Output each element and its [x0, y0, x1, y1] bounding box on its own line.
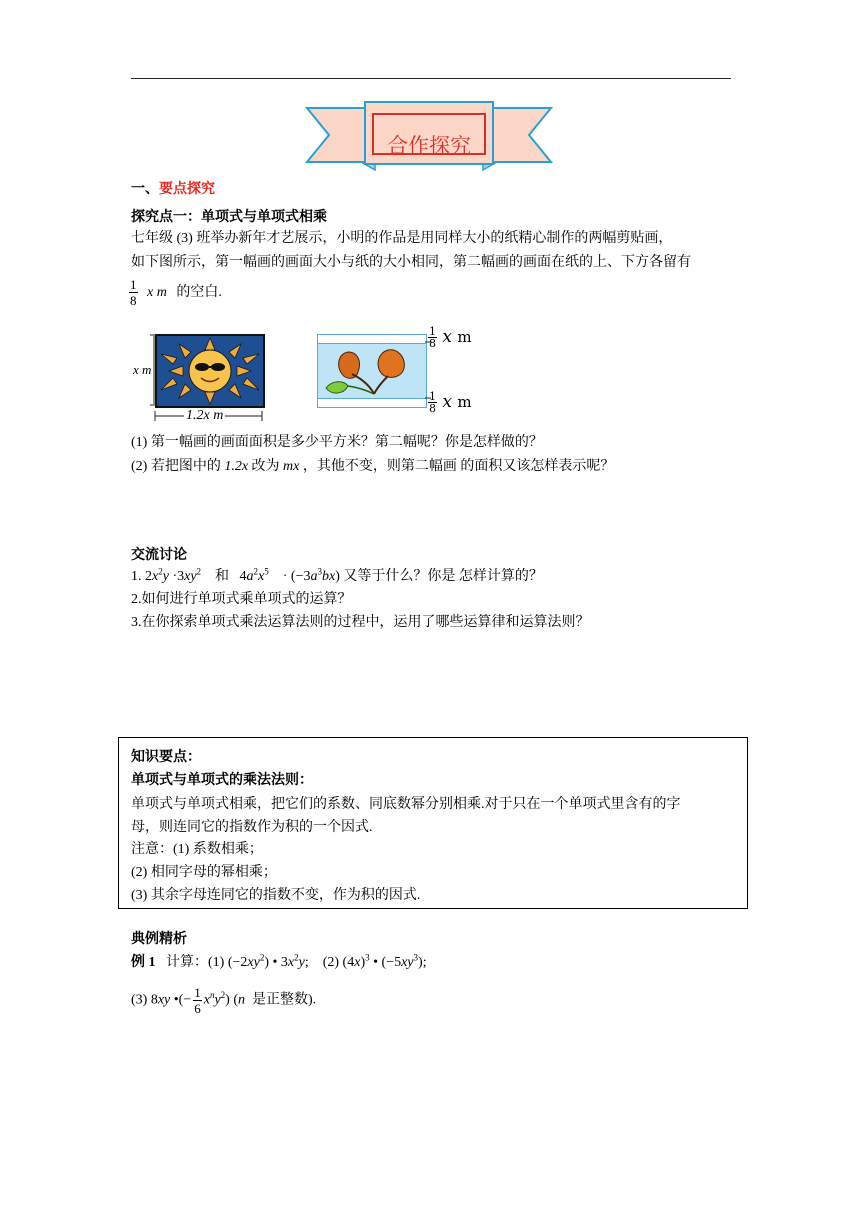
rule-note-2: (2) 相同字母的幂相乘；	[131, 865, 277, 880]
blank-tail: 的空白.	[176, 284, 222, 300]
discussion-1: 1. $2x^2y \cdot 3xy^2$ 和 $4a^2x^5$ · $(-3a^3bx)$ 又等于什么？你是 怎样计算的？	[131, 566, 543, 584]
leaves-illustration	[318, 344, 426, 398]
rule-note-3: (3) 其余字母连同它的指数不变，作为积的因式.	[131, 888, 421, 903]
header-rule	[131, 78, 731, 79]
question-1: (1) 第一幅画的画面面积是多少平方米？第二幅呢？你是怎样做的？	[131, 435, 543, 450]
rule-body-1: 单项式与单项式相乘，把它们的系数、同底数幂分别相乘.对于只在一个单项式里含有的字	[131, 797, 681, 812]
blank-variable: x m	[147, 284, 167, 300]
discussion-title: 交流讨论	[131, 548, 187, 563]
bottom-margin-label: $\frac{1}{8}$ x m	[429, 390, 472, 415]
example-line-2: (3) 8xy •(− $\frac{1}{6}$ $x^ny^2$) (n 是正整数).	[131, 985, 317, 1016]
section-heading	[131, 180, 215, 200]
point-title: 探究点一：单项式与单项式相乘	[131, 210, 327, 225]
banner-title: 合作探究	[387, 134, 471, 158]
sun-width-label: 1.2x m	[186, 408, 224, 423]
problem-line-2: 如下图所示，第一幅画的画面大小与纸的大小相同，第二幅画的画面在纸的上、下方各留有	[131, 255, 691, 270]
top-margin-label: $\frac{1}{8}$ x m	[429, 325, 472, 350]
discussion-3: 3.在你探索单项式乘法运算法则的过程中，运用了哪些运算律和运算法则？	[131, 615, 590, 630]
problem-line-3	[129, 277, 222, 308]
rule-title: 单项式与单项式的乘法法则：	[131, 773, 313, 788]
leaves-picture	[317, 334, 427, 408]
blank-fraction: $\frac{1}{8}$	[130, 277, 137, 308]
section-prefix: 一、	[131, 182, 159, 197]
rule-note-1: 注意：(1) 系数相乘；	[131, 842, 263, 857]
example-line-1: 例 1 计算：(1) $(-2xy^2)$ • $3x^2y$; (2) $(4x)^3$ • $(-5xy^3)$;	[131, 952, 427, 970]
rule-body-2: 母，则连同它的指数作为积的一个因式.	[131, 820, 373, 835]
example-label: 例 1	[131, 955, 156, 970]
example-section: 典例精析	[131, 932, 187, 947]
knowledge-heading: 知识要点：	[131, 750, 201, 765]
section-title: 要点探究	[159, 182, 215, 197]
problem-line-1: 七年级 (3) 班举办新年才艺展示，小明的作品是用同样大小的纸精心制作的两幅剪贴画，	[131, 231, 673, 246]
discussion-2: 2.如何进行单项式乘单项式的运算？	[131, 592, 352, 607]
leaves-image-area	[318, 343, 426, 399]
question-2: (2) 若把图中的 1.2x 改为 mx ，其他不变，则第二幅画 的面积又该怎样表示呢？	[131, 459, 615, 474]
sun-height-label: x m	[133, 362, 152, 377]
